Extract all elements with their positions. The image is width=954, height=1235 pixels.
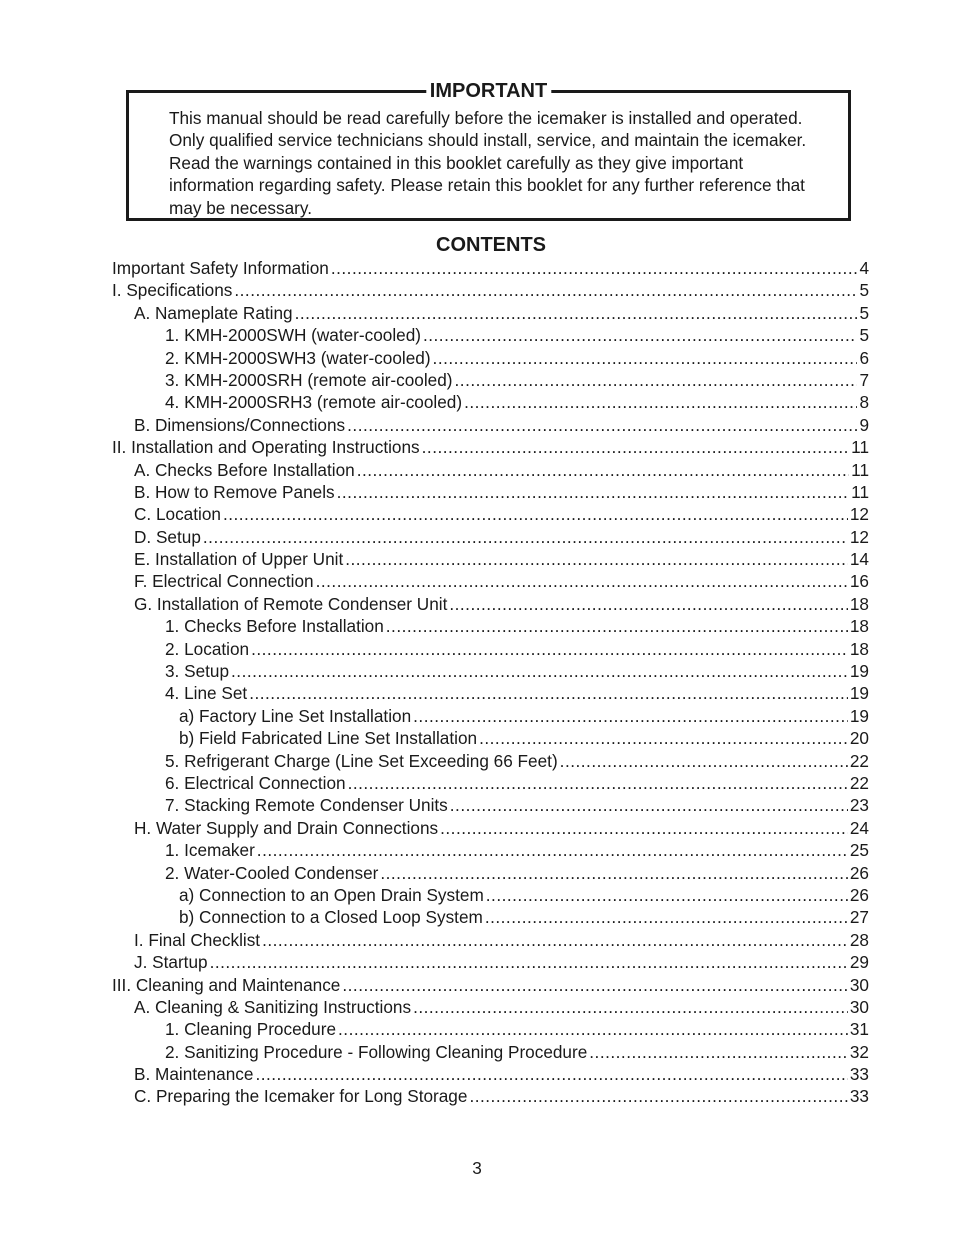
toc-dot-leader <box>210 951 848 973</box>
toc-entry-label: B. How to Remove Panels <box>134 481 335 502</box>
toc-entry <box>0 906 954 928</box>
toc-entry-label: G. Installation of Remote Condenser Unit <box>134 593 448 614</box>
toc-entry-label: a) Connection to an Open Drain System <box>179 884 484 905</box>
toc-entry-page: 30 <box>849 996 869 1017</box>
toc-dot-leader <box>234 279 857 301</box>
important-text: This manual should be read carefully before the icemaker is installed and operated. Only qualified service technicians should install, service, and maintain the icemaker. Read the warnings contained in this booklet carefully as they give important information regarding safety. Please retain this booklet for any further reference that may be necessary. <box>169 108 807 218</box>
toc-dot-leader <box>479 727 848 749</box>
page-number: 3 <box>472 1158 482 1178</box>
toc-entry <box>0 324 954 346</box>
toc-entry-page: 32 <box>849 1041 869 1062</box>
toc-entry <box>0 459 954 481</box>
toc-entry-label: 4. Line Set <box>165 683 248 704</box>
toc-entry-page: 29 <box>849 952 869 973</box>
toc-entry-label: 1. Icemaker <box>165 840 255 861</box>
toc-entry-label: a) Factory Line Set Installation <box>179 705 412 726</box>
toc-entry-page: 26 <box>849 884 869 905</box>
toc-entry-label: 3. KMH-2000SRH (remote air-cooled) <box>165 369 453 390</box>
toc-entry <box>0 347 954 369</box>
toc-entry <box>0 1018 954 1040</box>
toc-entry-label: B. Dimensions/Connections <box>134 414 346 435</box>
toc-entry-page: 23 <box>849 795 869 816</box>
toc-entry-page: 11 <box>851 481 869 502</box>
toc-dot-leader <box>348 772 848 794</box>
toc-entry-page: 28 <box>849 929 869 950</box>
toc-dot-leader <box>413 705 848 727</box>
toc-entry-label: D. Setup <box>134 526 201 547</box>
important-title: IMPORTANT <box>426 79 551 103</box>
toc-dot-leader <box>342 974 848 996</box>
toc-entry-page: 5 <box>859 325 869 346</box>
toc-entry-label: I. Final Checklist <box>134 929 261 950</box>
toc-entry <box>0 772 954 794</box>
toc-dot-leader <box>257 839 848 861</box>
toc-entry-page: 31 <box>849 1019 869 1040</box>
toc-entry-page: 12 <box>849 504 869 525</box>
toc-entry-label: 6. Electrical Connection <box>165 772 346 793</box>
toc-entry-label: 1. Cleaning Procedure <box>165 1019 337 1040</box>
toc-entry-label: F. Electrical Connection <box>134 571 314 592</box>
toc-entry-page: 4 <box>859 258 869 278</box>
toc-entry-label: I. Specifications <box>112 280 233 301</box>
toc-dot-leader <box>347 414 857 436</box>
toc-entry <box>0 750 954 772</box>
toc-entry-label: 1. KMH-2000SWH (water-cooled) <box>165 325 421 346</box>
toc-entry-label: J. Startup <box>134 952 208 973</box>
toc-entry-page: 33 <box>849 1086 869 1107</box>
toc-entry <box>0 682 954 704</box>
toc-entry <box>0 279 954 301</box>
toc-dot-leader <box>433 347 858 369</box>
toc-dot-leader <box>485 906 848 928</box>
toc-entry-page: 7 <box>859 369 869 390</box>
toc-entry-label: 2. KMH-2000SWH3 (water-cooled) <box>165 347 431 368</box>
toc-entry <box>0 436 954 458</box>
toc-entry-label: 5. Refrigerant Charge (Line Set Exceeding 66 Feet) <box>165 750 558 771</box>
toc-dot-leader <box>223 503 848 525</box>
toc-dot-leader <box>449 593 848 615</box>
toc-entry-page: 19 <box>849 705 869 726</box>
toc-entry-label: 2. Sanitizing Procedure - Following Cleaning Procedure <box>165 1041 588 1062</box>
toc-dot-leader <box>331 257 858 279</box>
toc-entry-page: 25 <box>849 840 869 861</box>
toc-entry-page: 9 <box>859 414 869 435</box>
toc-entry-page: 24 <box>849 817 869 838</box>
toc-entry-label: 1. Checks Before Installation <box>165 616 384 637</box>
toc-dot-leader <box>295 302 858 324</box>
toc-entry-label: 4. KMH-2000SRH3 (remote air-cooled) <box>165 392 463 413</box>
toc-dot-leader <box>589 1041 848 1063</box>
toc-dot-leader <box>464 391 857 413</box>
toc-entry <box>0 414 954 436</box>
toc-dot-leader <box>486 884 848 906</box>
toc-entry <box>0 1041 954 1063</box>
toc-entry <box>0 862 954 884</box>
toc-dot-leader <box>450 794 848 816</box>
contents-title: CONTENTS <box>436 234 546 256</box>
toc-entry <box>0 503 954 525</box>
toc-dot-leader <box>338 1018 848 1040</box>
toc-entry-page: 12 <box>849 526 869 547</box>
toc-dot-leader <box>386 615 848 637</box>
toc-dot-leader <box>316 570 848 592</box>
toc-dot-leader <box>203 526 848 548</box>
toc-entry-page: 8 <box>859 392 869 413</box>
toc-entry-page: 16 <box>849 571 869 592</box>
toc-entry-page: 27 <box>849 907 869 928</box>
toc-dot-leader <box>251 638 848 660</box>
toc-entry <box>0 929 954 951</box>
toc-dot-leader <box>262 929 848 951</box>
toc-entry-page: 20 <box>849 728 869 749</box>
toc-entry-label: Important Safety Information <box>112 258 329 278</box>
toc-entry-label: 7. Stacking Remote Condenser Units <box>165 795 448 816</box>
toc-entry-page: 22 <box>849 772 869 793</box>
toc-dot-leader <box>380 862 848 884</box>
toc-entry <box>0 481 954 503</box>
toc-dot-leader <box>413 996 848 1018</box>
toc-entry-label: E. Installation of Upper Unit <box>134 549 344 570</box>
toc-dot-leader <box>255 1063 847 1085</box>
toc-entry <box>0 727 954 749</box>
toc-entry-page: 19 <box>849 683 869 704</box>
toc-entry-page: 33 <box>849 1064 869 1085</box>
toc-entry <box>0 302 954 324</box>
toc-entry <box>0 705 954 727</box>
toc-entry-page: 18 <box>849 593 869 614</box>
toc-entry <box>0 615 954 637</box>
toc-entry-label: C. Location <box>134 504 221 525</box>
toc-entry-label: b) Field Fabricated Line Set Installation <box>179 728 478 749</box>
toc-entry-label: A. Cleaning & Sanitizing Instructions <box>134 996 412 1017</box>
toc-entry-page: 26 <box>849 862 869 883</box>
toc-entry-label: III. Cleaning and Maintenance <box>112 974 341 995</box>
toc-dot-leader <box>455 369 858 391</box>
toc-entry-page: 14 <box>849 549 869 570</box>
toc-entry-label: C. Preparing the Icemaker for Long Storage <box>134 1086 468 1107</box>
table-of-contents <box>0 257 954 1108</box>
toc-entry-label: A. Checks Before Installation <box>134 459 355 480</box>
toc-dot-leader <box>440 817 848 839</box>
toc-entry-page: 18 <box>849 616 869 637</box>
toc-entry-page: 5 <box>859 280 869 301</box>
toc-entry-label: 3. Setup <box>165 661 230 682</box>
toc-entry-label: 2. Water-Cooled Condenser <box>165 862 379 883</box>
toc-entry <box>0 570 954 592</box>
toc-entry-label: H. Water Supply and Drain Connections <box>134 817 439 838</box>
toc-dot-leader <box>345 548 848 570</box>
toc-entry <box>0 548 954 570</box>
toc-entry-page: 30 <box>849 974 869 995</box>
toc-entry-page: 11 <box>851 437 869 458</box>
toc-entry-page: 18 <box>849 638 869 659</box>
toc-dot-leader <box>337 481 850 503</box>
toc-entry-page: 19 <box>849 661 869 682</box>
toc-dot-leader <box>560 750 848 772</box>
toc-entry <box>0 996 954 1018</box>
toc-entry <box>0 839 954 861</box>
toc-entry <box>0 638 954 660</box>
toc-dot-leader <box>469 1085 847 1107</box>
toc-entry-label: A. Nameplate Rating <box>134 302 293 323</box>
toc-entry <box>0 884 954 906</box>
toc-entry <box>0 1063 954 1085</box>
toc-dot-leader <box>423 324 857 346</box>
toc-entry <box>0 369 954 391</box>
toc-dot-leader <box>249 682 848 704</box>
toc-entry-page: 6 <box>859 347 869 368</box>
toc-entry-label: 2. Location <box>165 638 250 659</box>
toc-entry <box>0 391 954 413</box>
toc-dot-leader <box>422 436 850 458</box>
toc-entry <box>0 526 954 548</box>
toc-entry-page: 5 <box>859 302 869 323</box>
toc-entry <box>0 257 954 279</box>
toc-entry <box>0 660 954 682</box>
toc-entry <box>0 951 954 973</box>
toc-dot-leader <box>357 459 849 481</box>
toc-dot-leader <box>231 660 848 682</box>
toc-entry-page: 22 <box>849 750 869 771</box>
toc-entry <box>0 1085 954 1107</box>
toc-entry <box>0 817 954 839</box>
toc-entry <box>0 794 954 816</box>
toc-entry <box>0 593 954 615</box>
toc-entry-label: b) Connection to a Closed Loop System <box>179 907 483 928</box>
toc-entry-label: II. Installation and Operating Instructions <box>112 437 420 458</box>
toc-entry-label: B. Maintenance <box>134 1064 254 1085</box>
toc-entry <box>0 974 954 996</box>
important-notice-box <box>126 80 851 221</box>
toc-entry-page: 11 <box>851 459 869 480</box>
